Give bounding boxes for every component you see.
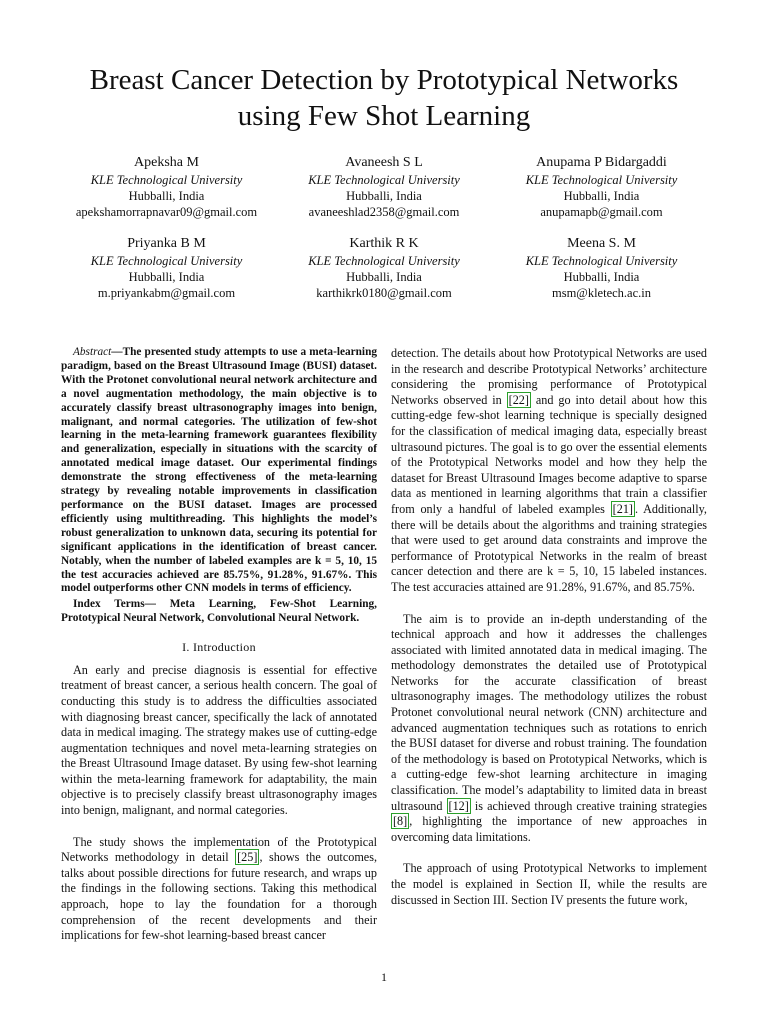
author-block-row-1 <box>58 154 710 220</box>
author-affiliation: KLE Technological University <box>90 254 243 268</box>
title-line-2: using Few Shot Learning <box>237 100 531 132</box>
paragraph-text: The aim is to provide an in-depth understanding of the technical approach and how it addresses the challenges associated with limited annotated data in medical imaging. The methodology demonstrates the detailed use of Prototypical Networks for the accurate classification of breast ultrasonography images. The methodology utilizes the robust Protonet convolutional neural network (CNN) architecture and advanced augmentation techniques such as rotations to enrich the BUSI dataset for diverse and robust training. The foundation of the methodology is based on Prototypical Networks, which is a cutting-edge few-shot learning architecture in imaging classification. The model’s adaptability to limited data in breast ultrasound <box>391 611 707 813</box>
author-affiliation: KLE Technological University <box>308 254 460 268</box>
author-location: Hubballi, India <box>563 270 640 284</box>
intro-paragraph-2 <box>61 835 377 944</box>
intro-paragraph-4 <box>391 612 707 846</box>
index-terms: Index Terms— Meta Learning, Few-Shot Learning, Prototypical Neural Network, Convolutional Neural Network. <box>61 598 377 625</box>
author-card <box>276 235 493 301</box>
author-affiliation: KLE Technological University <box>525 173 678 187</box>
abstract <box>61 346 377 596</box>
author-affiliation: KLE Technological University <box>525 254 678 268</box>
author-email: apekshamorrapnavar09@gmail.com <box>75 205 258 219</box>
author-row <box>58 235 710 301</box>
author-name: Anupama P Bidargaddi <box>536 155 667 170</box>
author-affiliation: KLE Technological University <box>308 173 460 187</box>
author-email: anupamapb@gmail.com <box>540 205 663 219</box>
author-email: msm@kletech.ac.in <box>552 286 651 300</box>
author-location: Hubballi, India <box>128 270 205 284</box>
citation-link[interactable]: [8] <box>393 814 408 829</box>
abstract-label: Abstract <box>73 346 112 358</box>
right-column <box>391 346 707 908</box>
author-location: Hubballi, India <box>346 189 422 203</box>
paragraph-text: detection. The details about how Prototypical Networks are used in the research and describe Prototypical Networks’ architecture considering the promising performance of Prototypical Networks observed in <box>391 346 707 407</box>
author-card <box>493 154 710 220</box>
intro-paragraph-5: The approach of using Prototypical Networks to implement the model is explained in Section II, while the results are discussed in Section III. Section IV presents the future work, <box>391 861 707 907</box>
page-number: 1 <box>381 970 387 984</box>
author-row <box>58 154 710 220</box>
author-name: Avaneesh S L <box>345 155 423 170</box>
citation-link[interactable]: [12] <box>448 798 469 813</box>
author-location: Hubballi, India <box>346 270 422 284</box>
left-column <box>61 346 377 944</box>
section-heading-introduction: I. Introduction <box>182 640 256 655</box>
author-card <box>493 235 710 301</box>
paragraph-text: and go into detail about how this cutting-edge few-shot learning technique is specially designed for the classification of medical imaging data, especially breast ultrasound pictures. The goal is to go over the essential elements of the Prototypical Networks model and how they help the dataset for Breast Ultrasound Images become adaptive to sparse data as mentioned in learning algorithms that train a classifier from only a handful of labeled examples <box>391 392 707 516</box>
intro-paragraph-3 <box>391 346 707 596</box>
author-name: Meena S. M <box>567 236 636 251</box>
intro-paragraph-1: An early and precise diagnosis is essential for effective treatment of breast cancer, a serious health concern. The goal of conducting this study is to address the difficulties associated with diagnosing breast cancer, specifically the lack of annotated data in medical imaging. The strategy makes use of cutting-edge augmentation techniques and novel meta-learning strategies on the Breast Ultrasound Image dataset. By using few-shot learning within the meta-learning framework for adaptability, the main objective is to precisely classify breast ultrasonography images into benign, malignant, and normal categories. <box>61 662 377 818</box>
author-email: karthikrk0180@gmail.com <box>316 286 452 300</box>
author-location: Hubballi, India <box>128 189 205 203</box>
paragraph-text: , shows the outcomes, talks about possible directions for future research, and wraps up the findings in the following sections. Taking this methodical approach, hope to lay the foundation for a thorough comprehension of the recent developments and their implications for few-shot learning-based breast cancer <box>61 850 377 943</box>
paragraph-text: , highlighting the importance of new approaches in overcoming data limitations. <box>391 814 707 844</box>
author-name: Karthik R K <box>349 236 419 251</box>
title-line-1: Breast Cancer Detection by Prototypical Networks <box>89 64 679 96</box>
paragraph-text: is achieved through creative training strategies <box>470 798 708 813</box>
author-name: Priyanka B M <box>127 236 206 251</box>
author-card <box>58 235 275 301</box>
author-email: avaneeshlad2358@gmail.com <box>308 205 460 219</box>
citation-link[interactable]: [25] <box>237 850 258 865</box>
author-card <box>276 154 493 220</box>
abstract-text: —The presented study attempts to use a meta-learning paradigm, based on the Breast Ultrasound Image (BUSI) dataset. With the Protonet convolutional neural network architecture and a novel augmentation methodology, the main objective is to accurately classify breast ultrasonography images into benign, malignant, and normal categories. The utilization of few-shot learning in the meta-learning framework guarantees flexibility and generalization, especially in situations with the scarcity of annotated medical image dataset. Our experimental findings demonstrate the strong effectiveness of the meta-learning strategy by revealing notable improvements in classification performance on the BUSI dataset. Images are processed efficiently using multithreading. This highlights the model’s robust generalization to unknown data, securing its potential for significant applications in the identification of breast cancer. Notably, when the number of labeled examples are k = 5, 10, 15 the test accuracies achieved are 85.75%, 91.28%, 91.67%. This model outperforms other CNN models in terms of efficiency. <box>61 346 377 595</box>
paragraph-text: The study shows the implementation of the Prototypical Networks methodology in detail <box>61 834 377 865</box>
author-location: Hubballi, India <box>563 189 640 203</box>
author-email: m.priyankabm@gmail.com <box>97 286 236 300</box>
author-name: Apeksha M <box>134 155 199 170</box>
paragraph-text: . Additionally, there will be details about the algorithms and training strategies that were used to get around data constraints and improve the performance of Prototypical Networks in the realm of breast cancer detection and there are k = 5, 10, 15 labeled instances. The test accuracies attained are 91.28%, 91.67%, and 85.75%. <box>391 501 707 594</box>
author-affiliation: KLE Technological University <box>90 173 243 187</box>
author-card <box>58 154 275 220</box>
author-block-row-2 <box>58 235 710 301</box>
paper-title <box>0 62 768 134</box>
citation-link[interactable]: [22] <box>508 392 529 407</box>
citation-link[interactable]: [21] <box>612 501 633 516</box>
